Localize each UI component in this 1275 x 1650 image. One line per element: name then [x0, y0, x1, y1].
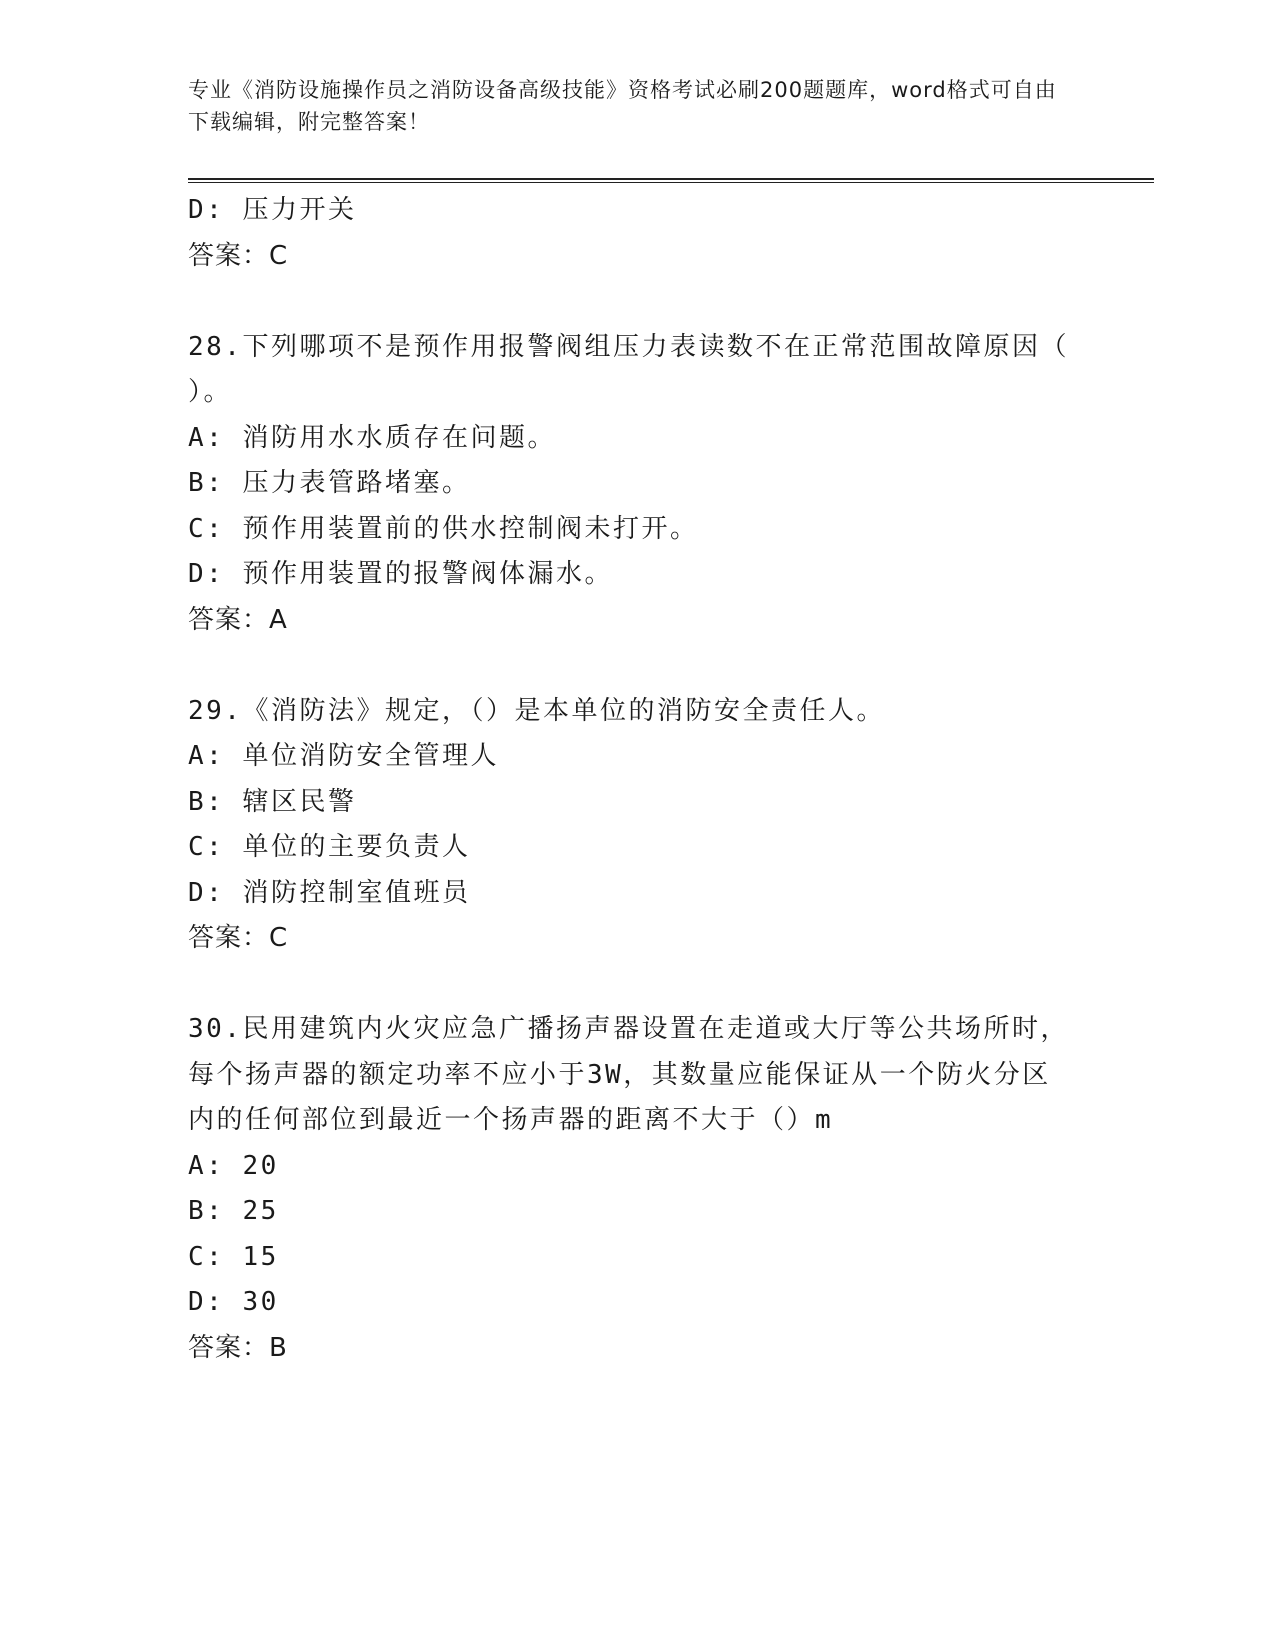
answer-line: 答案：C: [188, 240, 289, 271]
document-body: [188, 188, 1078, 1371]
answer-line: 答案：B: [188, 1332, 288, 1363]
option-a: A: 20: [188, 1150, 279, 1181]
answer-line: 答案：A: [188, 604, 288, 635]
spacer: [188, 279, 1078, 325]
spacer: [188, 643, 1078, 689]
option-d: D: 30: [188, 1287, 279, 1317]
option-c: C: 单位的主要负责人: [188, 832, 471, 862]
spacer: [188, 962, 1078, 1008]
question-28: [188, 325, 1078, 644]
option-c: C: 15: [188, 1241, 279, 1272]
option-c: C: 预作用装置前的供水控制阀未打开。: [188, 513, 699, 544]
question-stem-continued: 每个扬声器的额定功率不应小于3W，其数量应能保证从一个防火分区: [188, 1059, 1051, 1090]
page-header: 专业《消防设施操作员之消防设备高级技能》资格考试必刷200题题库，word格式可自由下载编辑，附完整答案！: [188, 78, 1057, 134]
answer-line: 答案：C: [188, 923, 289, 953]
question-stem: 30.民用建筑内火灾应急广播扬声器设置在走道或大厅等公共场所时，: [188, 1014, 1069, 1044]
question-30: [188, 1007, 1078, 1371]
option-b: B: 25: [188, 1196, 279, 1226]
option-d: D: 压力开关: [188, 195, 357, 225]
question-stem-continued: ）。: [188, 377, 233, 407]
option-b: B: 辖区民警: [188, 786, 357, 817]
option-d: D: 消防控制室值班员: [188, 877, 471, 908]
header-divider: [188, 178, 1154, 183]
question-stem: 29.《消防法》规定，（）是本单位的消防安全责任人。: [188, 695, 885, 726]
option-a: A: 消防用水水质存在问题。: [188, 422, 556, 453]
question-stem: 28.下列哪项不是预作用报警阀组压力表读数不在正常范围故障原因（: [188, 331, 1069, 362]
previous-question-tail: [188, 188, 1078, 279]
question-29: [188, 689, 1078, 962]
option-d: D: 预作用装置的报警阀体漏水。: [188, 559, 613, 589]
option-a: A: 单位消防安全管理人: [188, 741, 499, 771]
option-b: B: 压力表管路堵塞。: [188, 468, 471, 498]
question-stem-continued: 内的任何部位到最近一个扬声器的距离不大于（）m: [188, 1105, 834, 1135]
